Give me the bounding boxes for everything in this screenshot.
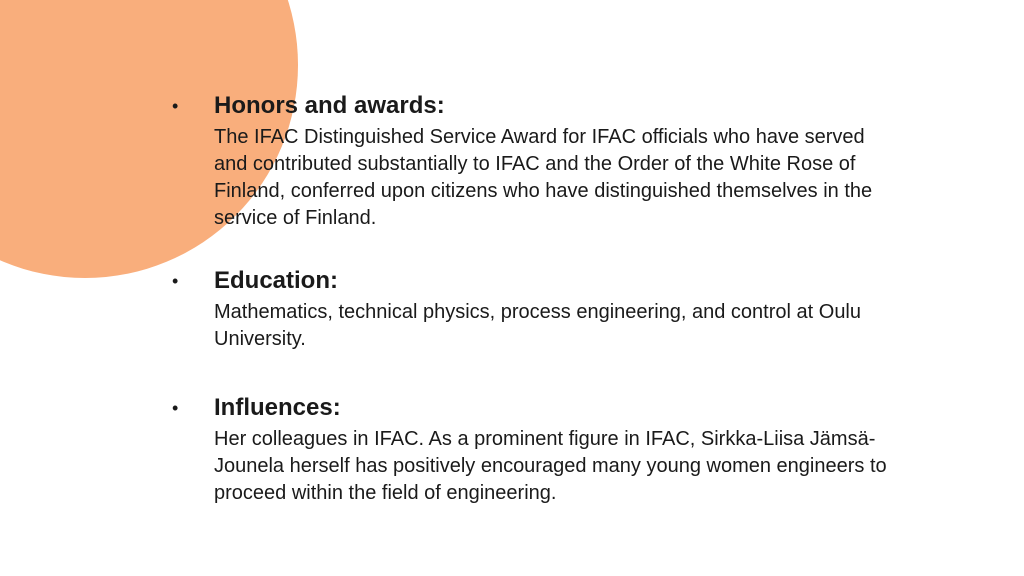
section-education	[172, 267, 892, 353]
bullet-point: •	[172, 96, 179, 116]
section-heading: Education:	[214, 267, 338, 294]
bullet-point: •	[172, 271, 179, 291]
section-body: The IFAC Distinguished Service Award for IFAC officials who have served and contributed substantially to IFAC and the Order of the White Rose of Finland, conferred upon citizens who have distinguished themselves in the service of Finland.	[214, 126, 873, 229]
bullet-point: •	[172, 398, 179, 418]
section-honors-and-awards	[172, 92, 892, 232]
section-body: Mathematics, technical physics, process engineering, and control at Oulu University.	[214, 301, 862, 350]
section-body: Her colleagues in IFAC. As a prominent figure in IFAC, Sirkka-Liisa Jämsä-Jounela herself has positively encouraged many young women engineers to proceed within the field of engineering.	[214, 428, 887, 504]
section-influences	[172, 394, 892, 507]
section-heading: Influences:	[214, 394, 341, 421]
section-heading: Honors and awards:	[214, 92, 445, 119]
